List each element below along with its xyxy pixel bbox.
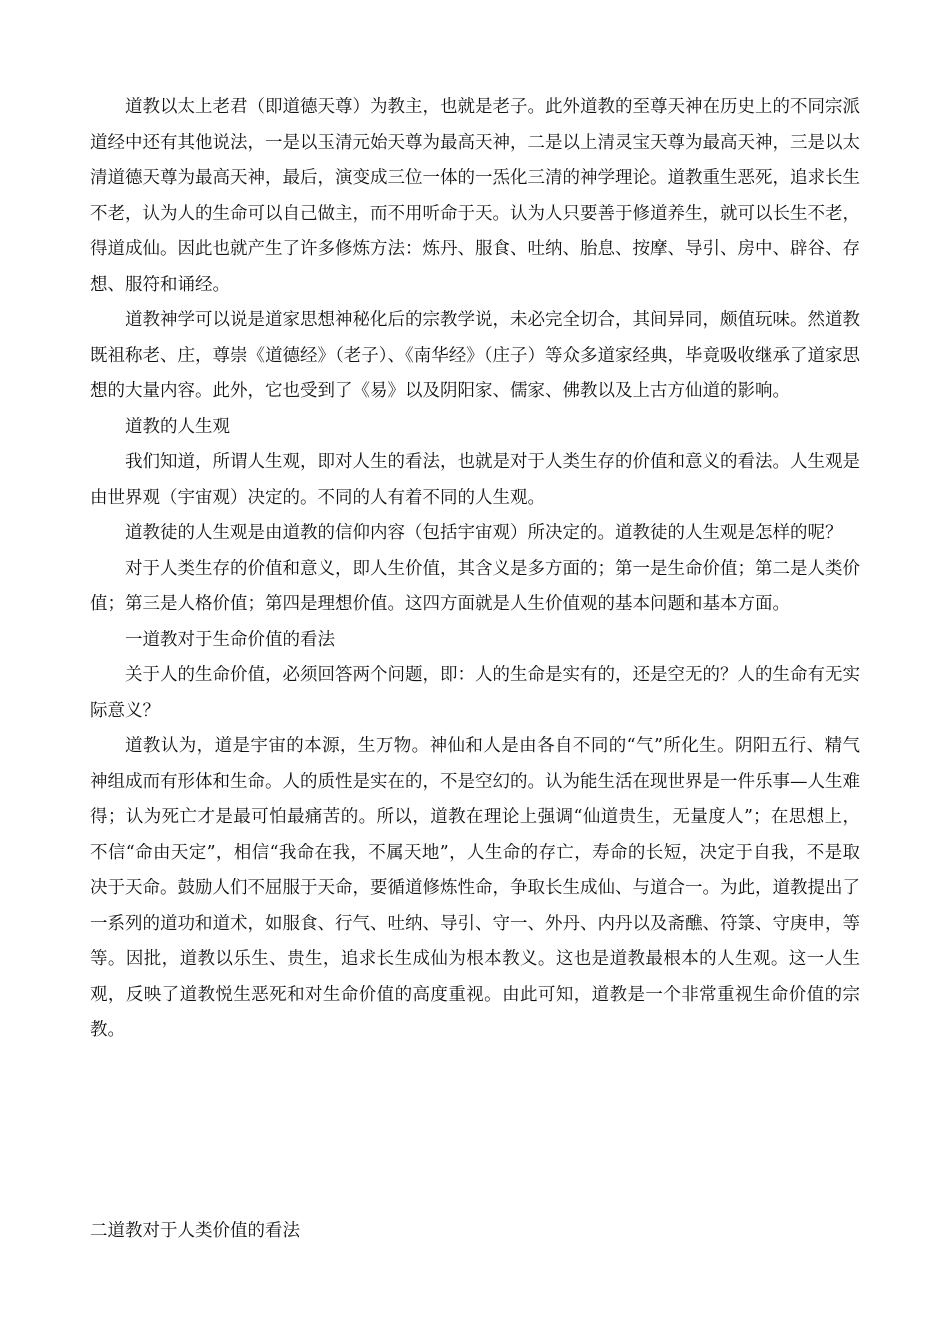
paragraph-definition: 我们知道，所谓人生观，即对人生的看法，也就是对于人类生存的价值和意义的看法。人生观是由世界观（宇宙观）决定的。不同的人有着不同的人生观。 — [90, 452, 860, 508]
paragraph-daoist-theology: 道教神学可以说是道家思想神秘化后的宗教学说，未必完全切合，其间异同，颇值玩味。然道教既祖称老、庄，尊崇《道德经》（老子）、《南华经》（庄子）等众多道家经典，毕竟吸收继承了道家思想的大量内容。此外，它也受到了《易》以及阴阳家、儒家、佛教以及上古方仙道的影响。 — [90, 310, 860, 401]
section-heading-human-value: 二道教对于人类价值的看法 — [90, 1221, 300, 1241]
paragraph-believers-outlook: 道教徒的人生观是由道教的信仰内容（包括宇宙观）所决定的。道教徒的人生观是怎样的呢？ — [125, 523, 843, 543]
heading-outlook-on-life: 道教的人生观 — [125, 416, 230, 437]
document-body — [90, 90, 860, 1049]
paragraph-taishang-laojun: 道教以太上老君（即道德天尊）为教主，也就是老子。此外道教的至尊天神在历史上的不同宗派道经中还有其他说法，一是以玉清元始天尊为最高天神，二是以上清灵宝天尊为最高天神，三是以太清道德天尊为最高天神，最后，演变成三位一体的一炁化三清的神学理论。道教重生恶死，追求长生不老，认为人的生命可以自己做主，而不用听命于天。认为人只要善于修道养生，就可以长生不老，得道成仙。因此也就产生了许多修炼方法：炼丹、服食、吐纳、胎息、按摩、导引、房中、辟谷、存想、服符和诵经。 — [90, 97, 860, 295]
paragraph-four-values: 对于人类生存的价值和意义，即人生价值，其含义是多方面的；第一是生命价值；第二是人类价值；第三是人格价值；第四是理想价值。这四方面就是人生价值观的基本问题和基本方面。 — [90, 558, 860, 614]
paragraph-dao-origin: 道教认为，道是宇宙的本源，生万物。神仙和人是由各自不同的“气”所化生。阴阳五行、精气神组成而有形体和生命。人的质性是实在的，不是空幻的。认为能生活在现世界是一件乐事—人生难得；认为死亡才是最可怕最痛苦的。所以，道教在理论上强调“仙道贵生，无量度人”；在思想上，不信“命由天定”，相信“我命在我，不属天地”，人生命的存亡，寿命的长短，决定于自我，不是取决于天命。鼓励人们不屈服于天命，要循道修炼性命，争取长生成仙、与道合一。为此，道教提出了一系列的道功和道术，如服食、行气、吐纳、导引、守一、外丹、内丹以及斋醮、符箓、守庚申，等等。因批，道教以乐生、贵生，追求长生成仙为根本教义。这也是道教最根本的人生观。这一人生观，反映了道教悦生恶死和对生命价值的高度重视。由此可知，道教是一个非常重视生命价值的宗教。 — [90, 736, 860, 1040]
heading-life-value: 一道教对于生命价值的看法 — [125, 629, 335, 650]
paragraph-two-questions: 关于人的生命价值，必须回答两个问题，即：人的生命是实有的，还是空无的？人的生命有无实际意义？ — [90, 665, 860, 721]
